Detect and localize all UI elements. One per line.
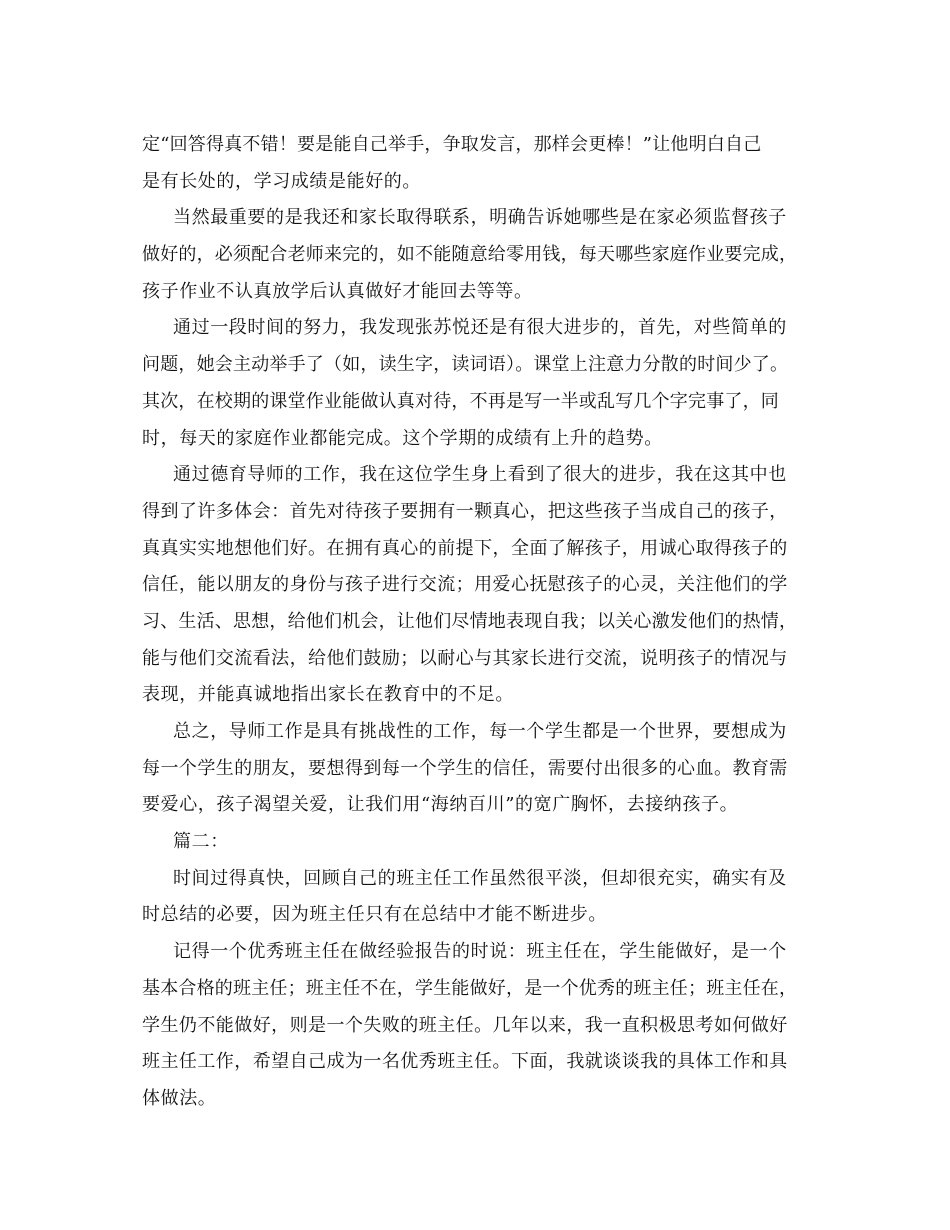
text-line: 时间过得真快，回顾自己的班主任工作虽然很平淡，但却很充实，确实有及 xyxy=(173,867,787,889)
text-line: 定“回答得真不错！要是能自己举手，争取发言，那样会更棒！”让他明白自己 xyxy=(142,134,762,155)
document-page xyxy=(142,127,802,1118)
text-line: 真真实实地想他们好。在拥有真心的前提下，全面了解孩子，用诚心取得孩子的 xyxy=(142,537,788,559)
text-line: 时，每天的家庭作业都能完成。这个学期的成绩有上升的趋势。 xyxy=(142,427,663,449)
text-line: 是有长处的，学习成绩是能好的。 xyxy=(142,170,421,192)
text-line: 当然最重要的是我还和家长取得联系，明确告诉她哪些是在家必须监督孩子 xyxy=(173,207,787,229)
text-line: 孩子作业不认真放学后认真做好才能回去等等。 xyxy=(142,280,533,302)
text-line: 做好的，必须配合老师来完的，如不能随意给零用钱，每天哪些家庭作业要完成， xyxy=(142,244,798,266)
text-line: 通过一段时间的努力，我发现张苏悦还是有很大进步的，首先，对些简单的 xyxy=(173,317,787,339)
text-line: 学生仍不能做好，则是一个失败的班主任。几年以来，我一直积极思考如何做好 xyxy=(142,1014,788,1036)
text-line: 班主任工作，希望自己成为一名优秀班主任。下面，我就谈谈我的具体工作和具 xyxy=(142,1051,788,1073)
text-line: 时总结的必要，因为班主任只有在总结中才能不断进步。 xyxy=(142,904,607,926)
text-line: 问题，她会主动举手了（如，读生字，读词语）。课堂上注意力分散的时间少了。 xyxy=(142,354,789,376)
text-line: 能与他们交流看法，给他们鼓励；以耐心与其家长进行交流，说明孩子的情况与 xyxy=(142,647,788,669)
text-line: 信任，能以朋友的身份与孩子进行交流；用爱心抚慰孩子的心灵，关注他们的学 xyxy=(142,574,788,596)
text-line: 得到了许多体会：首先对待孩子要拥有一颗真心，把这些孩子当成自己的孩子， xyxy=(142,500,788,522)
text-line: 其次，在校期的课堂作业能做认真对待，不再是写一半或乱写几个字完事了，同 xyxy=(142,390,779,412)
text-line: 每一个学生的朋友，要想得到每一个学生的信任，需要付出很多的心血。教育需 xyxy=(142,757,788,779)
text-line: 表现，并能真诚地指出家长在教育中的不足。 xyxy=(142,684,514,706)
section-heading: 篇二： xyxy=(173,831,229,853)
text-line: 记得一个优秀班主任在做经验报告的时说：班主任在，学生能做好，是一个 xyxy=(173,941,787,963)
text-line: 通过德育导师的工作，我在这位学生身上看到了很大的进步，我在这其中也 xyxy=(173,464,787,486)
text-line: 体做法。 xyxy=(142,1087,217,1109)
text-line: 总之，导师工作是具有挑战性的工作，每一个学生都是一个世界，要想成为 xyxy=(173,721,787,742)
text-line: 基本合格的班主任；班主任不在，学生能做好，是一个优秀的班主任；班主任在， xyxy=(142,977,798,999)
text-line: 习、生活、思想，给他们机会，让他们尽情地表现自我；以关心激发他们的热情， xyxy=(142,610,798,632)
text-line: 要爱心，孩子渴望关爱，让我们用“海纳百川”的宽广胸怀，去接纳孩子。 xyxy=(142,794,739,816)
